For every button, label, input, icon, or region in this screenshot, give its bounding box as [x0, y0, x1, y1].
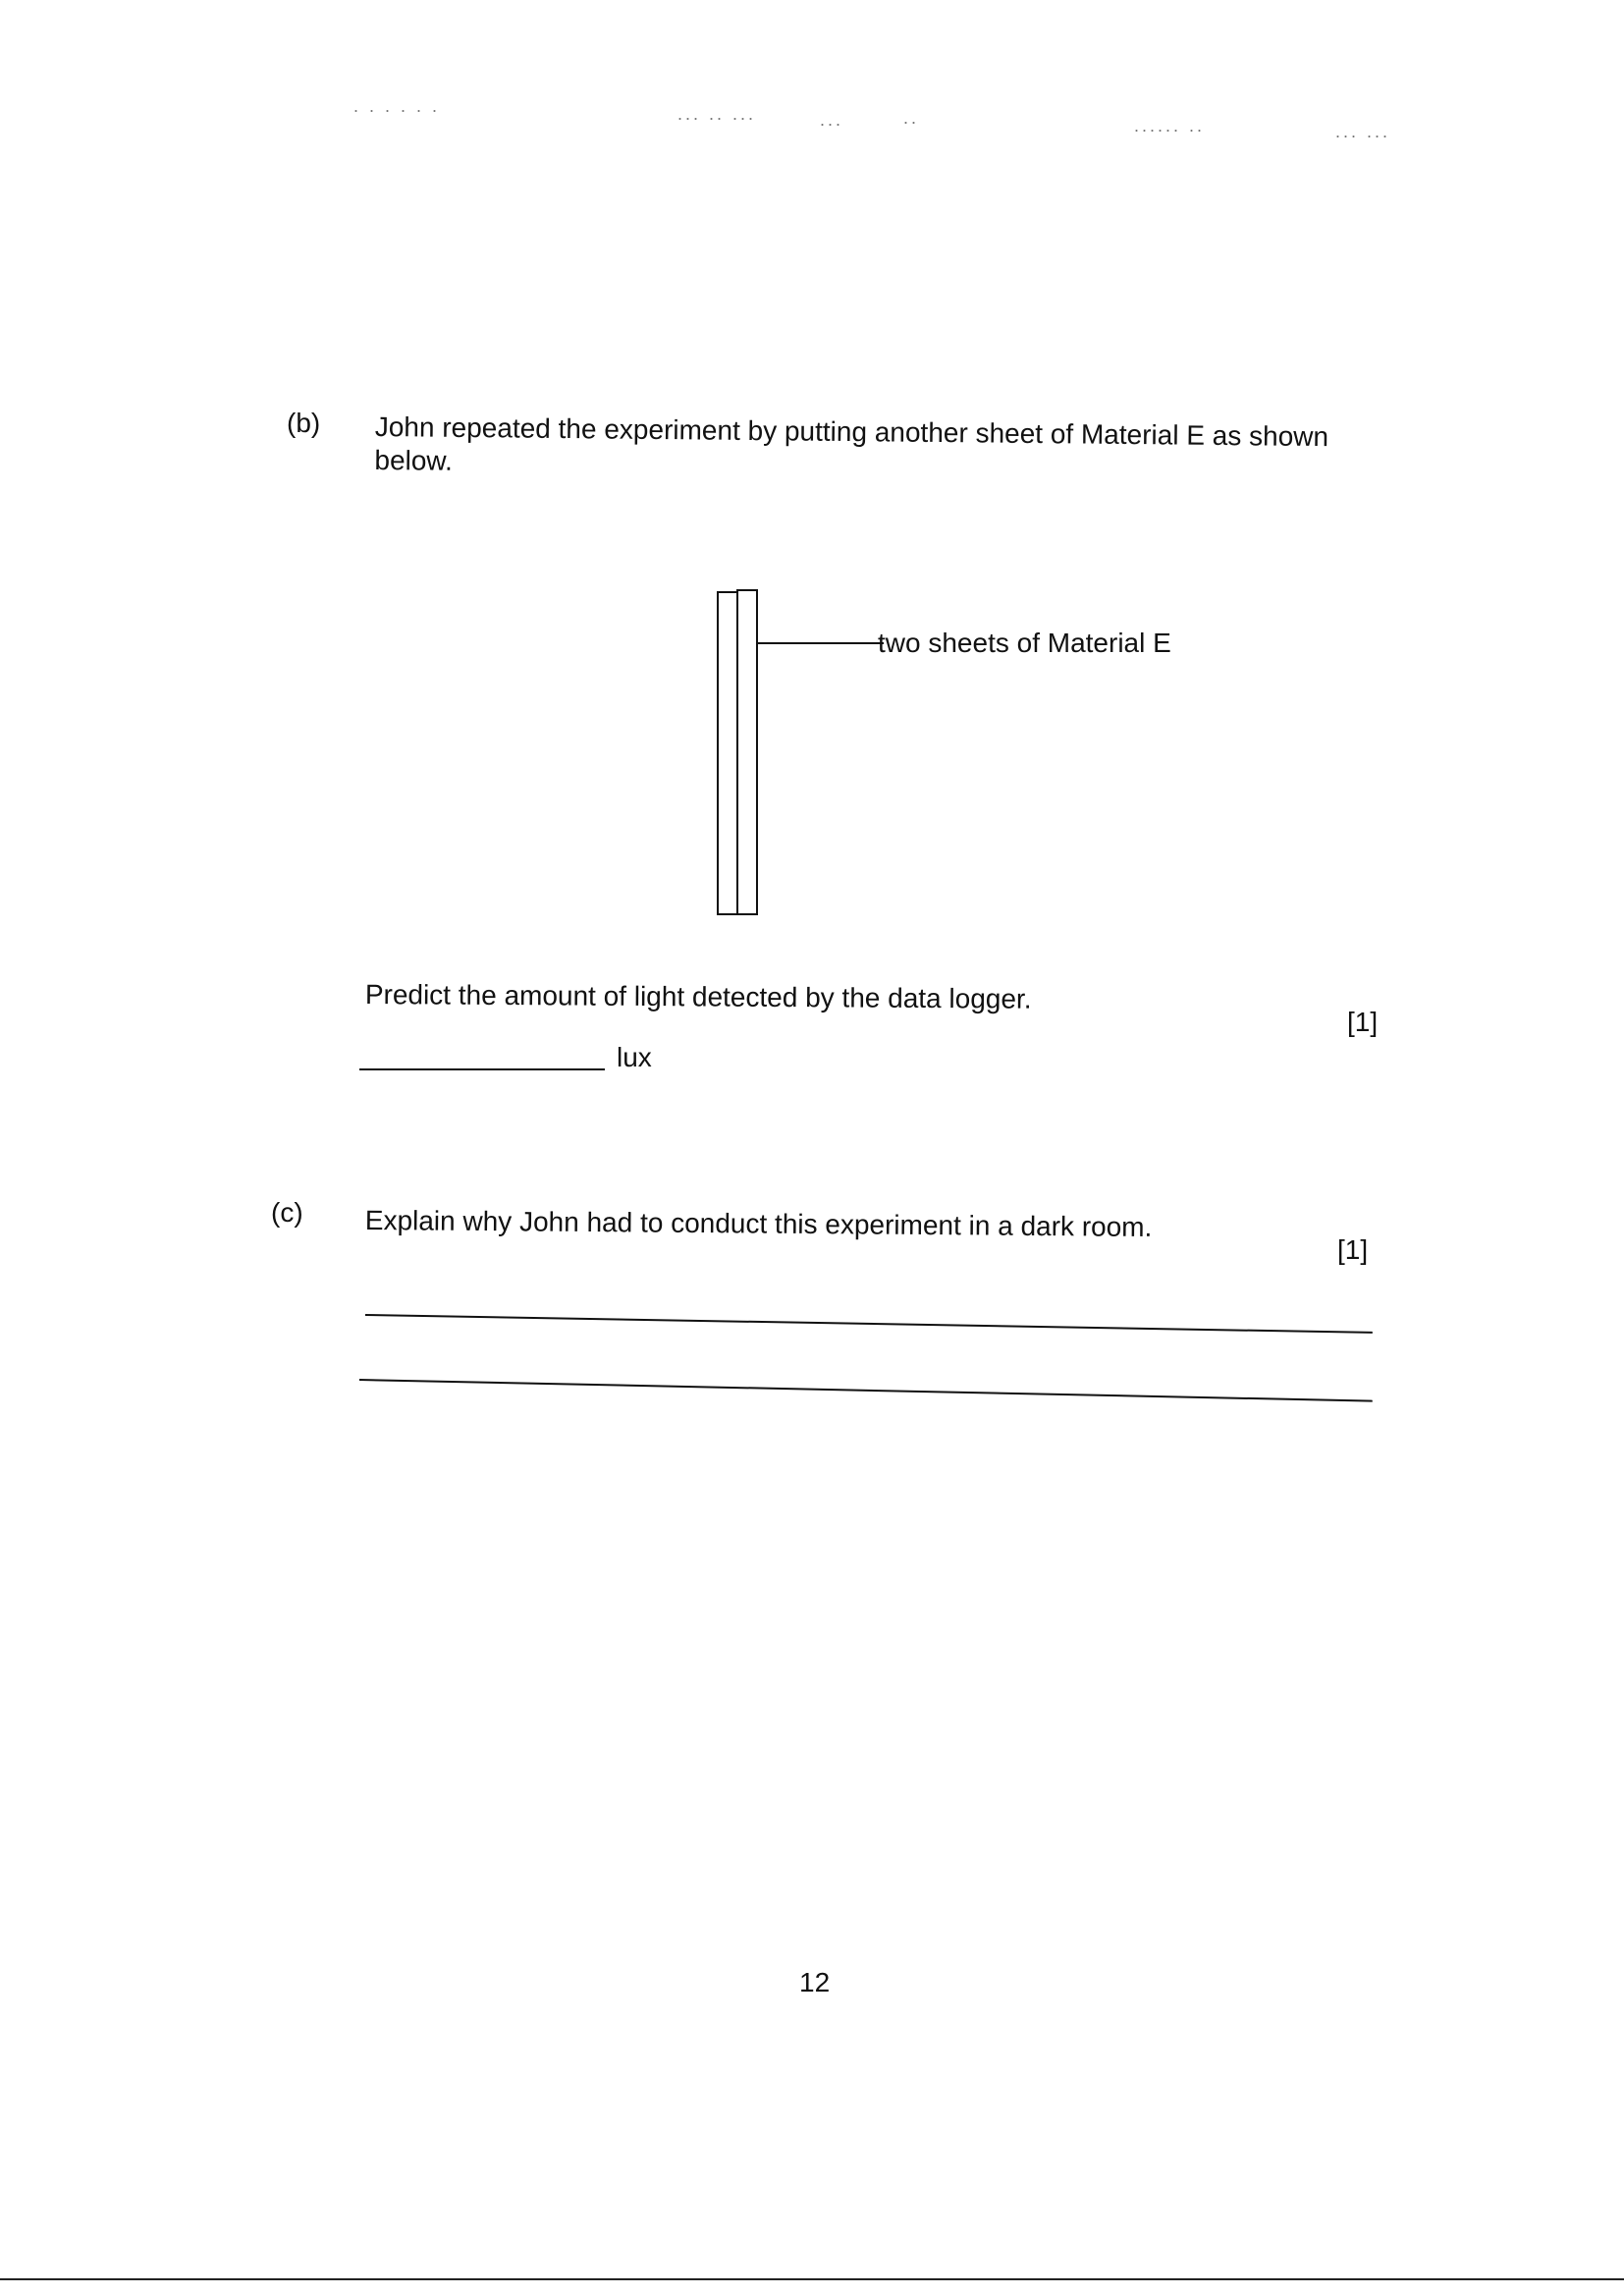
part-c-marks: [1]: [1337, 1234, 1369, 1265]
material-e-diagram: [707, 589, 1257, 923]
part-b-text: John repeated the experiment by putting another sheet of Material E as shown below.: [374, 410, 1329, 476]
sheet-1: [717, 591, 738, 915]
header-speck: ...... ..: [1134, 116, 1206, 136]
part-b-label: (b): [287, 408, 321, 438]
diagram-label: two sheets of Material E: [878, 628, 1171, 658]
part-b-answer-line[interactable]: [359, 1068, 605, 1070]
part-b-unit: lux: [617, 1042, 652, 1072]
part-b-marks: [1]: [1347, 1007, 1379, 1037]
part-b-question: Predict the amount of light detected by the data logger.: [364, 979, 1032, 1014]
sheet-2: [736, 589, 758, 915]
header-speck: ... ...: [1335, 122, 1391, 141]
part-c-label: (c): [271, 1197, 303, 1228]
label-leader-line: [758, 642, 884, 644]
part-c-answer-line-1[interactable]: [365, 1314, 1373, 1334]
part-c-question: Explain why John had to conduct this experiment in a dark room.: [364, 1205, 1153, 1242]
header-speck: ..: [903, 108, 920, 128]
bottom-rule: [0, 2278, 1624, 2280]
header-speck: . . . . . .: [353, 96, 441, 116]
page-number: 12: [799, 1967, 831, 1997]
header-speck: ...: [820, 110, 844, 130]
part-c-answer-line-2[interactable]: [359, 1379, 1373, 1402]
header-speck: ... .. ...: [677, 104, 757, 124]
